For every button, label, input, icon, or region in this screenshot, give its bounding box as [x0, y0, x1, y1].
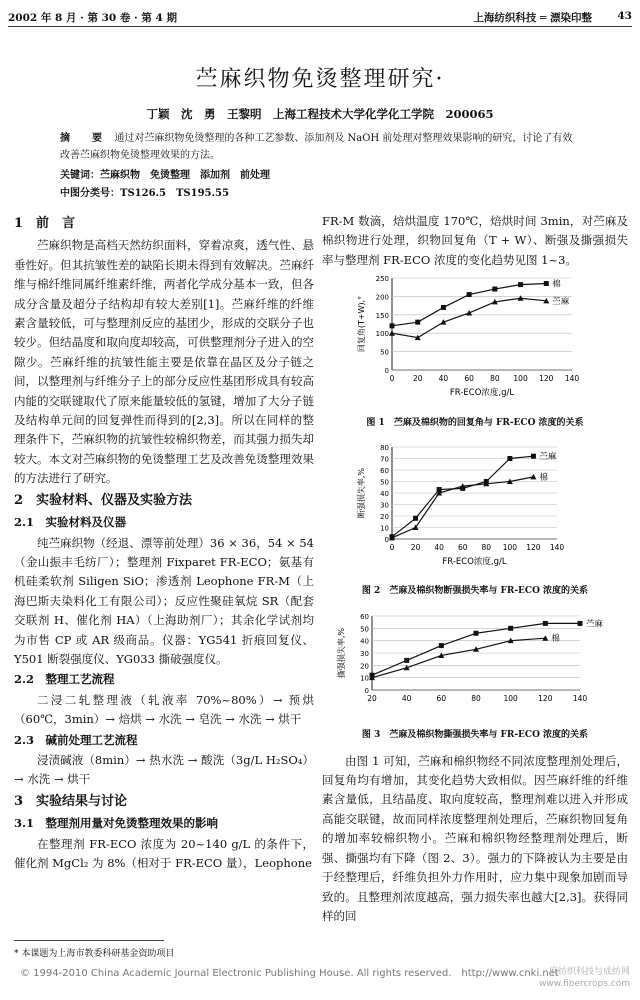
x-tick-label: 60 [457, 543, 468, 553]
section-2-heading: 2 实验材料、仪器及实验方法 [14, 492, 193, 508]
x-tick-label: 40 [401, 693, 412, 703]
header-issue: 2002 年 8 月 · 第 30 卷 · 第 4 期 [8, 12, 177, 24]
y-tick-label: 100 [375, 330, 389, 339]
x-tick-label: 120 [538, 693, 553, 703]
section-2-3-heading: 2.3 碱前处理工艺流程 [14, 732, 138, 747]
data-point [441, 305, 446, 310]
x-tick-label: 140 [564, 374, 580, 384]
data-point [518, 282, 523, 287]
x-tick-label: 140 [549, 543, 565, 553]
figure-2-caption: 图 2 苎麻及棉织物断强损失率与 FR-ECO 浓度的关系 [361, 586, 589, 597]
series-label: 苎麻 [552, 297, 570, 308]
figure-3 [322, 608, 628, 746]
y-tick-label: 10 [380, 524, 389, 533]
chart-2 [322, 439, 628, 574]
data-point [544, 281, 549, 286]
data-point [578, 621, 583, 626]
abstract [60, 130, 580, 164]
x-tick-label: 40 [438, 374, 449, 384]
data-point [531, 454, 536, 459]
figure-1 [322, 270, 628, 433]
y-axis-label: 撕强损失率,% [337, 627, 346, 678]
section-2-1-text: 纯苎麻织物（经退、漂等前处理）36 × 36，54 × 54（金山振丰毛纺厂）；整理剂 Fixparet FR-ECO；氨基有机硅柔软剂 Siligen SiO；渗透剂 Leophone FR-M（上海巴斯夫染料化工有限公司）；反应性聚硅氧烷 SR（配套交联剂 H、催化剂 HA）（上海助剂厂）；其余化学试剂均为市售 CP 或 AR 级商品。仪器：YG541 折痕回复仪、Y501 断裂强度仪、YG033 撕破强度仪。 [14, 535, 314, 666]
y-tick-label: 0 [364, 686, 369, 695]
y-tick-label: 50 [380, 348, 389, 357]
y-tick-label: 50 [360, 625, 369, 634]
y-tick-label: 70 [380, 455, 389, 464]
section-1-text: 苎麻织物是高档天然纺织面料，穿着凉爽，透气性、悬垂性好。但其抗皱性差的缺陷长期未得到有效解决。苎麻纤维与棉纤维同属纤维素纤维，两者化学成分基本一致，但各成分含量及超分子结构却有较大差别[1]。苎麻纤维的纤维素含量较低，可与整理剂反应的基团少，形成的交联分子也较少。但结晶度和取向度却较高，可供整理剂分子进入的空隙少。苎麻纤维的抗皱性能主要是依靠在晶区及分子链之间，以整理剂与纤维分子上的部分反应性基团形成具有较高内能的交联键取代了原来能量较低的氢键，增加了大分子链及结构单元间的回复弹性而得到的[2,3]。所以在同样的整理条件下，苎麻织物的抗皱性较棉织物差，而其强力损失却较大。本文对苎麻织物的免烫整理工艺及改善免烫整理效果的方法进行了研究。 [14, 238, 314, 486]
series-label: 苎麻 [586, 619, 604, 630]
y-axis-label: 回复角(T+W),° [357, 296, 366, 353]
abstract-label: 摘 要 [60, 133, 108, 144]
section-2-2-text: 二浸二轧整理液（轧液率 70%~80%）→ 预烘（60℃，3min）→ 焙烘 → 水洗 → 皂洗 → 水洗 → 烘干 [14, 692, 314, 727]
y-tick-label: 150 [375, 312, 389, 321]
keywords: 关键词：苎麻织物 免烫整理 添加剂 前处理 [60, 170, 270, 181]
section-3-1-heading: 3.1 整理剂用量对免烫整理效果的影响 [14, 816, 219, 831]
y-tick-label: 200 [375, 293, 389, 302]
data-point [415, 320, 420, 325]
y-tick-label: 0 [384, 367, 389, 376]
series-line [392, 456, 533, 537]
x-tick-label: 100 [513, 374, 528, 384]
footnote: * 本课题为上海市教委科研基金资助项目 [14, 949, 175, 959]
section-2-1-heading: 2.1 实验材料及仪器 [14, 515, 127, 530]
data-point [413, 516, 418, 521]
y-tick-label: 60 [360, 612, 369, 621]
watermark-line1: 麻纺织科技与成纺网 [548, 967, 630, 977]
y-tick-label: 250 [375, 275, 389, 284]
copyright: © 1994-2010 China Academic Journal Electronic Publishing House. All rights reserved. http://www.cnki.net [20, 968, 559, 979]
y-tick-label: 40 [360, 637, 369, 646]
x-tick-label: 100 [502, 543, 518, 553]
x-tick-label: 20 [412, 374, 423, 384]
y-tick-label: 0 [384, 536, 389, 545]
series-label: 棉 [551, 634, 560, 645]
x-tick-label: 80 [490, 374, 500, 384]
y-tick-label: 30 [360, 649, 369, 658]
x-axis-label: FR-ECO浓度,g/L [442, 557, 507, 568]
right-bottom-text: 由图 1 可知，苎麻和棉织物经不同浓度整理剂处理后，回复角均有增加，其变化趋势大致相似。因苎麻纤维的纤维素含量低，且结晶度、取向度较高，整理剂难以进入并形成高能交联键，故而同样浓度整理剂处理后，苎麻织物回复角的增加率较棉织物小。苎麻和棉织物经整理剂处理后，断强、撕强均有下降（图 2、3）。强力的下降被认为主要是由于经整理后，纤维负担外力作用时，应力集中现象加剧而导致的。且整理剂浓度越高，强力损失率也越大[2,3]。获得同样的回 [322, 753, 628, 923]
data-point [467, 292, 472, 297]
footnote-rule [14, 940, 164, 941]
section-3-heading: 3 实验结果与讨论 [14, 793, 128, 809]
header-journal: 上海纺织科技 ═ 漂染印整 [473, 12, 592, 24]
y-tick-label: 20 [380, 513, 389, 522]
authors: 丁颖 沈 勇 王黎明 上海工程技术大学化学化工学院 200065 [146, 107, 494, 121]
chart-3 [322, 608, 628, 718]
x-tick-label: 100 [503, 693, 518, 703]
x-tick-label: 0 [389, 374, 395, 384]
right-top-text: FR-M 数滴，焙烘温度 170℃，焙烘时间 3min，对苎麻及棉织物进行处理，织物回复角（T + W）、断强及撕强损失率与整理剂 FR-ECO 浓度的变化趋势见图 1~3。 [322, 214, 628, 267]
series-line [392, 298, 546, 337]
section-1-heading: 1 前 言 [14, 216, 76, 231]
y-tick-label: 30 [380, 501, 389, 510]
series-line [392, 284, 546, 326]
series-label: 苎麻 [539, 452, 557, 463]
x-tick-label: 120 [526, 543, 541, 553]
abstract-text: 通过对苎麻织物免烫整理的各种工艺参数、添加剂及 NaOH 前处理对整理效果影响的研究，讨论了有效改善苎麻织物免烫整理效果的方法。 [60, 133, 573, 161]
series-label: 棉 [552, 279, 561, 290]
left-column [14, 212, 314, 873]
watermark [539, 966, 630, 990]
header-rule [8, 26, 632, 27]
series-line [372, 638, 545, 677]
x-tick-label: 20 [410, 543, 421, 553]
x-tick-label: 80 [471, 693, 481, 703]
y-tick-label: 80 [380, 444, 389, 453]
section-3-1-text: 在整理剂 FR-ECO 浓度为 20~140 g/L 的条件下，催化剂 MgCl₂ 为 8%（相对于 FR-ECO 量），Leophone [14, 836, 314, 870]
x-tick-label: 0 [389, 543, 395, 553]
y-tick-label: 50 [380, 478, 389, 487]
data-point [507, 456, 512, 461]
y-axis-label: 断强损失率,% [357, 467, 366, 519]
x-tick-label: 60 [436, 693, 447, 703]
series-label: 棉 [539, 472, 548, 483]
x-axis-label: FR-ECO浓度,g/L [449, 388, 515, 399]
classification: 中图分类号：TS126.5 TS195.55 [60, 188, 229, 199]
section-2-3-text: 浸渍碱液（8min）→ 热水洗 → 酸洗（3g/L H₂SO₄）→ 水洗 → 烘干 [14, 752, 314, 787]
running-header [8, 6, 632, 28]
data-point [530, 474, 536, 480]
x-tick-label: 80 [481, 543, 492, 553]
x-tick-label: 140 [572, 693, 588, 703]
y-tick-label: 40 [380, 490, 389, 499]
y-tick-label: 60 [380, 467, 389, 476]
data-point [390, 324, 395, 329]
data-point [508, 626, 513, 631]
section-2-2-heading: 2.2 整理工艺流程 [14, 672, 115, 687]
paper-title: 苎麻织物免烫整理研究· [195, 67, 445, 92]
chart-1 [322, 270, 628, 405]
x-tick-label: 120 [539, 374, 554, 384]
page-number: 43 [617, 10, 632, 22]
data-point [492, 287, 497, 292]
y-tick-label: 10 [360, 674, 369, 683]
data-point [439, 643, 444, 648]
data-point [404, 658, 409, 663]
figure-3-caption: 图 3 苎麻及棉织物撕强损失率与 FR-ECO 浓度的关系 [361, 730, 589, 741]
figure-1-caption: 图 1 苎麻及棉织物的回复角与 FR-ECO 浓度的关系 [366, 417, 584, 428]
watermark-line2: www.fibercrops.com [539, 979, 630, 989]
x-tick-label: 60 [464, 374, 474, 384]
right-column [322, 212, 628, 926]
figure-2 [322, 439, 628, 602]
data-point [543, 621, 548, 626]
x-tick-label: 40 [434, 543, 444, 553]
y-tick-label: 20 [360, 662, 369, 671]
data-point [474, 631, 479, 636]
x-tick-label: 20 [367, 693, 377, 703]
